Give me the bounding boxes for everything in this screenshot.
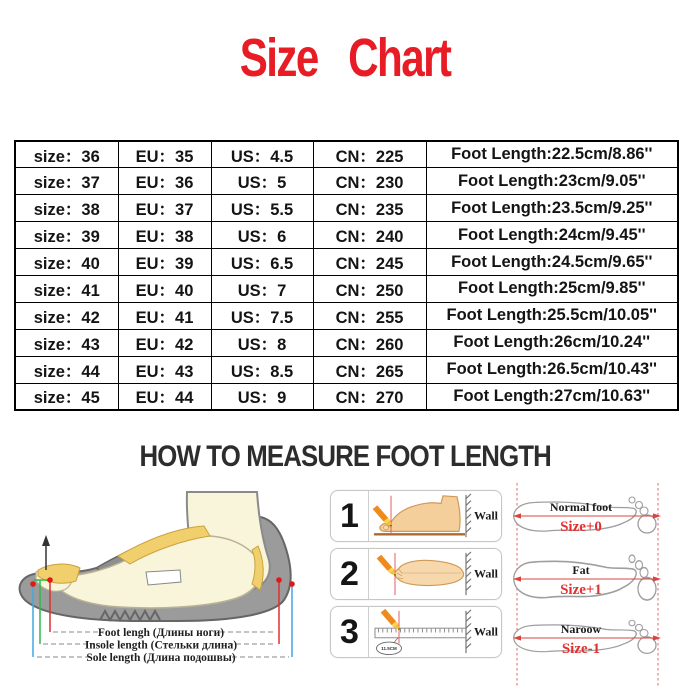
table-row xyxy=(15,168,678,195)
insole-length-label: Insole length (Стельки длина) xyxy=(84,639,238,652)
foot-types-svg xyxy=(499,480,691,692)
measure-dot xyxy=(47,577,53,583)
table-cell: CN：255 xyxy=(313,302,426,329)
table-cell: EU：41 xyxy=(118,302,211,329)
table-row xyxy=(15,329,678,356)
table-cell: Foot Length:25cm/9.85'' xyxy=(426,275,678,302)
table-cell: Foot Length:27cm/10.63'' xyxy=(426,383,678,410)
normal-foot-size: Size+0 xyxy=(560,519,602,535)
table-cell: Foot Length:24.5cm/9.65'' xyxy=(426,249,678,276)
wall-hatch xyxy=(466,610,471,653)
table-cell: Foot Length:26cm/10.24'' xyxy=(426,329,678,356)
size-table xyxy=(14,140,679,411)
table-cell: Foot Length:23cm/9.05'' xyxy=(426,168,678,195)
table-cell: EU：35 xyxy=(118,141,211,168)
table-cell: US：9 xyxy=(211,383,313,410)
wall-hatch xyxy=(466,494,471,537)
table-cell: EU：40 xyxy=(118,275,211,302)
table-cell: size：38 xyxy=(15,195,118,222)
step-panel-3 xyxy=(330,606,502,658)
sole-length-label: Sole length (Длина подошвы) xyxy=(86,652,236,664)
measure-steps xyxy=(330,490,502,658)
wall-label: Wall xyxy=(473,508,498,523)
table-cell: size：36 xyxy=(15,141,118,168)
foot-side-view xyxy=(380,496,460,532)
table-cell: size：43 xyxy=(15,329,118,356)
note-leader xyxy=(394,638,398,643)
page-title-text: Size Chart xyxy=(240,28,451,88)
table-cell: size：37 xyxy=(15,168,118,195)
table-cell: US：4.5 xyxy=(211,141,313,168)
wall-hatch xyxy=(466,552,471,595)
step-number: 2 xyxy=(331,549,369,599)
measure-dot xyxy=(30,581,36,587)
table-cell: size：40 xyxy=(15,249,118,276)
table-cell: CN：230 xyxy=(313,168,426,195)
table-cell: size：41 xyxy=(15,275,118,302)
table-cell: US：6.5 xyxy=(211,249,313,276)
table-row xyxy=(15,141,678,168)
table-cell: Foot Length:22.5cm/8.86'' xyxy=(426,141,678,168)
table-cell: size：44 xyxy=(15,356,118,383)
table-cell: EU：36 xyxy=(118,168,211,195)
foot-types-diagram xyxy=(499,480,691,692)
table-cell: size：39 xyxy=(15,222,118,249)
table-cell: CN：265 xyxy=(313,356,426,383)
measure-heading-text: HOW TO MEASURE FOOT LENGTH xyxy=(139,440,552,473)
table-cell: EU：39 xyxy=(118,249,211,276)
wall-label: Wall xyxy=(473,624,498,639)
table-cell: CN：235 xyxy=(313,195,426,222)
table-cell: EU：42 xyxy=(118,329,211,356)
table-row xyxy=(15,275,678,302)
table-cell: US：5 xyxy=(211,168,313,195)
step-number: 3 xyxy=(331,607,369,657)
table-row xyxy=(15,356,678,383)
step-1-illustration xyxy=(369,491,501,541)
step-number: 1 xyxy=(331,491,369,541)
toe-strap-hole xyxy=(146,570,181,585)
step-panel-1 xyxy=(330,490,502,542)
table-cell: EU：43 xyxy=(118,356,211,383)
table-cell: CN：260 xyxy=(313,329,426,356)
table-row xyxy=(15,302,678,329)
step-3-illustration xyxy=(369,607,501,657)
fat-foot-label: Fat xyxy=(572,563,590,577)
table-cell: US：8 xyxy=(211,329,313,356)
table-cell: size：42 xyxy=(15,302,118,329)
shoe-diagram-svg xyxy=(0,480,322,692)
size-table-body xyxy=(15,141,678,410)
step-panel-2 xyxy=(330,548,502,600)
table-cell: US：5.5 xyxy=(211,195,313,222)
table-cell: CN：225 xyxy=(313,141,426,168)
table-row xyxy=(15,222,678,249)
measure-heading xyxy=(0,440,691,474)
big-toe xyxy=(384,525,389,530)
table-cell: US：8.5 xyxy=(211,356,313,383)
measure-dot xyxy=(289,581,295,587)
table-cell: CN：250 xyxy=(313,275,426,302)
table-cell: US：7 xyxy=(211,275,313,302)
table-cell: EU：38 xyxy=(118,222,211,249)
ruler-note-text: 11.5CM xyxy=(381,646,397,652)
table-cell: Foot Length:24cm/9.45'' xyxy=(426,222,678,249)
toe-arrow-head xyxy=(42,535,50,546)
table-cell: US：7.5 xyxy=(211,302,313,329)
shoe-measurement-diagram xyxy=(0,480,322,692)
table-cell: EU：37 xyxy=(118,195,211,222)
table-row xyxy=(15,195,678,222)
measure-dot xyxy=(276,577,282,583)
table-cell: CN：270 xyxy=(313,383,426,410)
page-title xyxy=(0,28,691,88)
table-row xyxy=(15,249,678,276)
ruler xyxy=(375,628,466,638)
table-cell: CN：240 xyxy=(313,222,426,249)
table-cell: Foot Length:25.5cm/10.05'' xyxy=(426,302,678,329)
normal-foot-label: Normal foot xyxy=(549,500,613,514)
wall-label: Wall xyxy=(473,566,498,581)
step-2-illustration xyxy=(369,549,501,599)
table-cell: EU：44 xyxy=(118,383,211,410)
table-row xyxy=(15,383,678,410)
table-cell: Foot Length:26.5cm/10.43'' xyxy=(426,356,678,383)
table-cell: size：45 xyxy=(15,383,118,410)
foot-length-label: Foot lengh (Длины ноги) xyxy=(97,627,225,639)
narrow-foot-size: Size-1 xyxy=(561,641,601,657)
table-cell: CN：245 xyxy=(313,249,426,276)
fat-foot-size: Size+1 xyxy=(560,582,602,598)
table-cell: Foot Length:23.5cm/9.25'' xyxy=(426,195,678,222)
table-cell: US：6 xyxy=(211,222,313,249)
narrow-foot-label: Naroow xyxy=(560,622,602,636)
